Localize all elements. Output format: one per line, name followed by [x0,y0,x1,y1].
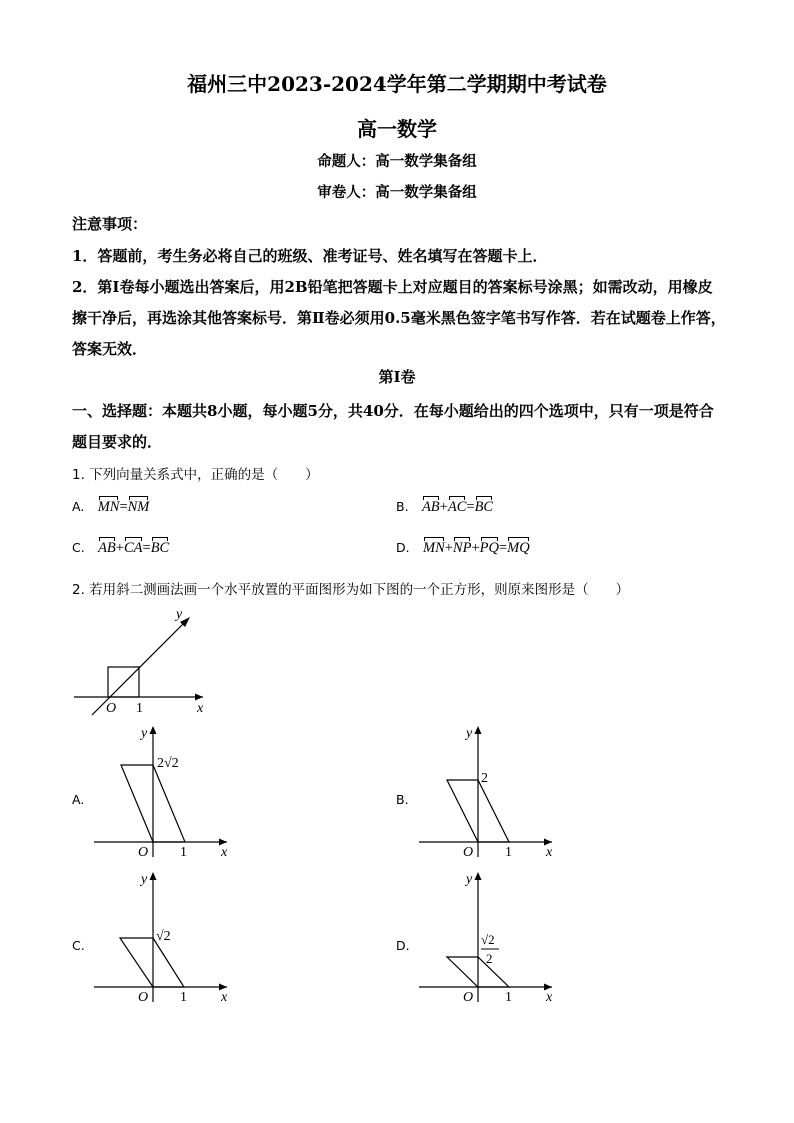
svg-text:1: 1 [505,845,512,860]
x-axis-arrow [195,694,203,701]
svg-text:1: 1 [180,990,187,1005]
height-label: √2 [156,929,171,944]
q1-option-c-expr: AB+CA=BC [98,540,170,556]
svg-text:x: x [221,990,228,1005]
q2-option-d-figure [415,868,565,1008]
q1-option-c-label: C. [72,540,85,555]
q2-option-d-label[interactable]: D. [396,938,410,953]
q1-option-a-expr: MN=NM [97,499,150,515]
x-tick-label: 1 [136,701,143,716]
svg-text:O: O [463,990,474,1005]
height-label-denominator: 2 [486,951,493,966]
square [108,667,139,697]
section-title: 第Ⅰ卷 [378,368,416,386]
svg-text:y: y [466,872,473,887]
notes-heading: 注意事项： [72,215,148,233]
q2-main-figure [70,605,220,720]
origin-label: O [106,701,117,716]
q1-option-c[interactable] [72,540,169,557]
svg-text:1: 1 [505,990,512,1005]
height-label: 2√2 [157,756,179,771]
q2-option-c-label[interactable]: C. [72,938,85,953]
question-2-stem: 2. 若用斜二测画法画一个水平放置的平面图形为如下图的一个正方形，则原来图形是（ ） [72,582,630,598]
subject-title: 高一数学 [357,117,437,141]
y-axis-label: y [176,607,183,622]
notes-item-2: 2．第Ⅰ卷每小题选出答案后，用2B铅笔把答题卡上对应题目的答案标号涂黑；如需改动，用橡皮擦干净后，再选涂其他答案标号．第Ⅱ卷必须用0.5毫米黑色签字笔书写作答．若在试题卷上作答，答案无效． [72,278,726,358]
q1-option-b-label: B. [396,499,409,514]
x-axis-label: x [197,701,204,716]
q1-option-b[interactable] [396,499,493,516]
q1-option-d-label: D. [396,540,410,555]
q2-option-b-label[interactable]: B. [396,792,409,807]
svg-text:x: x [546,845,553,860]
parallelogram [120,938,184,987]
part-one-instructions: 一、选择题：本题共8小题，每小题5分，共40分．在每小题给出的四个选项中，只有一项是符合题目要求的． [72,402,714,451]
height-label-numerator: √2 [481,932,495,947]
svg-text:O: O [138,990,149,1005]
svg-text:1: 1 [180,845,187,860]
question-1-stem: 1. 下列向量关系式中，正确的是（ ） [72,467,319,483]
q1-option-a[interactable] [72,499,149,516]
q2-option-a-label[interactable]: A. [72,792,85,807]
svg-text:y: y [141,726,148,741]
q1-option-d[interactable] [396,540,530,557]
svg-text:x: x [221,845,228,860]
q2-option-c-figure [90,868,240,1008]
setter-line: 命题人：高一数学集备组 [317,153,477,170]
svg-text:O: O [138,845,149,860]
q2-option-a-figure [90,722,240,862]
svg-text:O: O [463,845,474,860]
q1-option-d-expr: MN+NP+PQ=MQ [422,540,530,556]
exam-title: 福州三中2023-2024学年第二学期期中考试卷 [187,72,607,96]
svg-text:y: y [466,726,473,741]
notes-item-1: 1．答题前，考生务必将自己的班级、准考证号、姓名填写在答题卡上． [72,247,548,265]
svg-text:y: y [141,872,148,887]
q2-option-b-figure [415,722,565,862]
reviewer-line: 审卷人：高一数学集备组 [317,184,477,201]
svg-text:x: x [546,990,553,1005]
height-label: 2 [481,771,488,786]
q1-option-b-expr: AB+AC=BC [421,499,494,515]
q1-option-a-label: A. [72,499,85,514]
